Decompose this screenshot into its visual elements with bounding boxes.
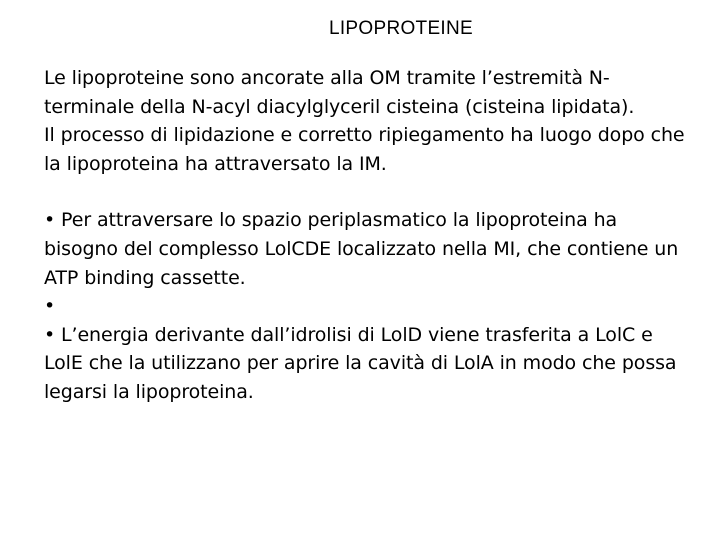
bullet-item-3: • L’energia derivante dall’idrolisi di LolD viene trasferita a LolC e LolE che la utilizzano per aprire la cavità di LolA in modo che possa legarsi la lipoproteina. (44, 323, 677, 403)
bullet-item-1: • Per attraversare lo spazio periplasmatico la lipoproteina ha bisogno del complesso LolCDE localizzato nella MI, che contiene un ATP binding cassette. (44, 209, 679, 289)
intro-line-2: Il processo di lipidazione e corretto ripiegamento ha luogo dopo che la lipoproteina ha attraversato la IM. (44, 124, 685, 175)
intro-line-1: Le lipoproteine sono ancorate alla OM tramite l’estremità N-terminale della N-acyl diacylglyceril cisteina (cisteina lipidata). (44, 67, 635, 118)
slide-title: LIPOPROTEINE (328, 18, 474, 39)
paragraph-gap (44, 178, 694, 206)
bullet-list (44, 206, 694, 406)
bullet-item-2: • (44, 295, 56, 318)
intro-paragraph (44, 64, 694, 178)
slide-body (44, 64, 694, 407)
